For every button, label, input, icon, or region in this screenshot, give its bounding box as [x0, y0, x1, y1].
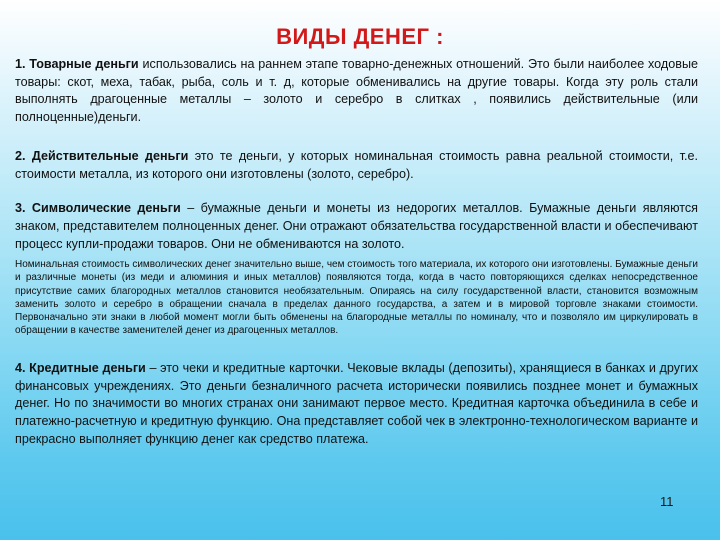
section-commodity-money: [15, 56, 698, 127]
section-text: – бумажные деньги и монеты из недорогих металлов. Бумажные деньги являются знаком, представителем полноценных денег. Они отражают обязательства государственной власти и обеспечивают процесс купли-продажи товаров. Они не обмениваются на золото.: [15, 201, 698, 251]
section-term: 1. Товарные деньги: [15, 57, 139, 71]
section-real-money: [15, 148, 698, 183]
section-credit-money: [15, 360, 698, 449]
section-text: это те деньги, у которых номинальная стоимость равна реальной стоимости, т.е. стоимости металла, из которого они изготовлены (золото, серебро).: [15, 148, 698, 181]
section-text: использовались на раннем этапе товарно-денежных отношений. Это были наиболее ходовые товары: скот, меха, табак, рыба, соль и т. д, которые обменивались на другие товары. Когда эту роль стали выполнять драгоценные металлы – золото и серебро в слитках , появились действительные (или полноценные)деньги.: [15, 57, 698, 125]
page-number: 11: [660, 494, 674, 509]
section-term: 4. Кредитные деньги: [15, 360, 146, 375]
slide-title: ВИДЫ ДЕНЕГ :: [276, 24, 444, 49]
symbolic-money-note: Номинальная стоимость символических денег значительно выше, чем стоимость того материала, их которого они изготовлены. Бумажные деньги и различные монеты (из меди и алюминия и иных металлов) появляются тогда, когда в часто повторяющихся сделках непосредственное присутствие самих благородных металлов становится необязательным. Опираясь на силу государственной власти, становится возможным заменить золото и серебро в обращении сначала в пределах данного государства, а затем и в мировой торговле знаками стоимости. Первоначально эти знаки в любой момент могли быть обменены на благородные металлы по номиналу, что и позволяло им циркулировать в обращении в качестве заменителей денег из драгоценных металлов.: [15, 259, 698, 336]
section-term: 3. Символические деньги: [15, 201, 181, 216]
section-symbolic-money: [15, 200, 698, 253]
section-term: 2. Действительные деньги: [15, 148, 189, 163]
section-text: – это чеки и кредитные карточки. Чековые вклады (депозиты), хранящиеся в банках и других финансовых учреждениях. Это деньги безналичного расчета исторически появились позднее монет и бумажных денег. Но по значимости во многих странах они занимают первое место. Кредитная карточка объединила в себе и платежно-расчетную и кредитную функцию. Она представляет собой чек в электронно-технологическом варианте и прекрасно выполняет функцию денег как средство платежа.: [15, 360, 698, 446]
slide-content: [15, 56, 698, 448]
